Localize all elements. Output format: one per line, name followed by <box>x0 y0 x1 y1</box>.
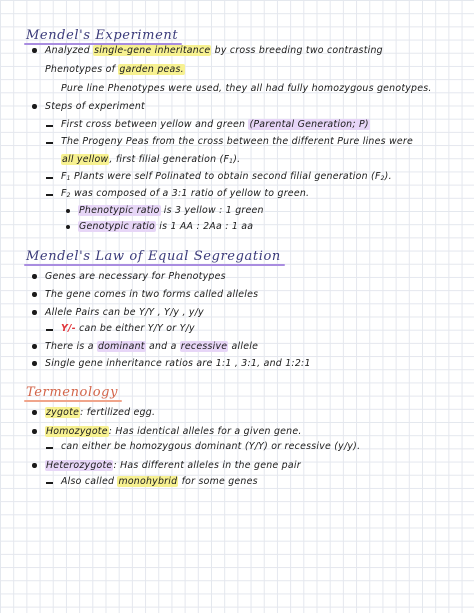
text: Allele Pairs can be Y/Y , Y/y , y/y <box>45 307 204 318</box>
note-line <box>61 153 240 168</box>
text: : Has different alleles in the gene pair <box>113 460 301 471</box>
note-line <box>61 440 360 453</box>
note-line <box>45 357 311 370</box>
note-line <box>45 306 204 319</box>
text: can be either Y/Y or Y/y <box>75 323 195 334</box>
highlight-parental: (Parental Generation; P) <box>249 119 369 130</box>
dash-marker <box>46 177 53 179</box>
bullet-dot <box>32 48 37 53</box>
note-line <box>61 475 258 488</box>
subscript: 2 <box>380 175 385 182</box>
subscript: 1 <box>66 175 71 182</box>
heading-law-of-segregation <box>26 249 281 264</box>
bullet-dot <box>32 310 37 315</box>
text: The gene comes in two forms called alleles <box>45 289 259 300</box>
red-text-y-dash: Y/- <box>61 323 76 334</box>
highlight-garden-peas: garden peas. <box>119 64 184 75</box>
text: , first filial generation (F <box>109 154 230 165</box>
dash-marker <box>46 482 53 484</box>
highlight-dominant: dominant <box>97 341 145 352</box>
dash-marker <box>46 194 53 196</box>
text: Steps of experiment <box>45 101 145 112</box>
bullet-dot <box>32 361 37 366</box>
subscript: 2 <box>66 192 71 199</box>
highlight-recessive: recessive <box>180 341 228 352</box>
bullet-dot <box>32 429 37 434</box>
note-line <box>61 82 432 95</box>
text: ). <box>384 171 392 182</box>
bullet-dot <box>66 209 70 213</box>
bullet-dot <box>32 274 37 279</box>
note-line <box>78 220 253 233</box>
text: Also called <box>61 476 118 487</box>
highlight-phenotypic-ratio: Phenotypic ratio <box>79 205 160 216</box>
text: Phenotypes of <box>45 64 119 75</box>
note-line <box>45 270 226 283</box>
text: The Progeny Peas from the cross between the different Pure lines were <box>61 136 414 147</box>
note-line <box>45 425 302 438</box>
text: : Has identical alleles for a given gene. <box>108 426 302 437</box>
text: was composed of a 3:1 ratio of yellow to green. <box>70 188 310 199</box>
text: : fertilized egg. <box>80 407 156 418</box>
text: is 3 yellow : 1 green <box>160 205 264 216</box>
text: There is a <box>45 341 97 352</box>
dash-marker <box>46 329 53 331</box>
text: by cross breeding two contrasting <box>211 45 383 56</box>
text: can either be homozygous dominant (Y/Y) or recessive (y/y). <box>61 441 361 452</box>
text: for some genes <box>178 476 258 487</box>
note-line <box>45 288 258 301</box>
bullet-dot <box>32 463 37 468</box>
note-line <box>61 135 413 148</box>
dash-marker <box>46 142 53 144</box>
note-line <box>45 44 383 57</box>
bullet-dot <box>32 344 37 349</box>
text: First cross between yellow and green <box>61 119 249 130</box>
highlight-zygote: zygote <box>46 407 80 418</box>
heading-mendels-experiment <box>26 28 178 43</box>
note-line <box>61 322 195 335</box>
note-line <box>45 406 155 419</box>
heading-terminology <box>26 385 118 400</box>
note-line <box>61 187 309 202</box>
highlight-all-yellow: all yellow <box>62 154 109 165</box>
note-line <box>61 118 370 131</box>
highlight-genotypic-ratio: Genotypic ratio <box>79 221 155 232</box>
text: and a <box>145 341 180 352</box>
note-line <box>78 204 264 217</box>
text: allele <box>228 341 259 352</box>
bullet-dot <box>66 225 70 229</box>
text: is 1 AA : 2Aa : 1 aa <box>156 221 254 232</box>
text: Single gene inheritance ratios are 1:1 , 3:1, and 1:2:1 <box>45 358 311 369</box>
note-line <box>45 63 185 76</box>
dash-marker <box>46 447 53 449</box>
note-line <box>61 170 392 185</box>
heading-underline <box>24 400 122 402</box>
text: F <box>61 188 67 199</box>
bullet-dot <box>32 104 37 109</box>
text: F <box>61 171 67 182</box>
dash-marker <box>46 125 53 127</box>
bullet-dot <box>32 292 37 297</box>
heading-text: Termenology <box>26 385 119 400</box>
note-line <box>45 100 145 113</box>
highlight-single-gene: single-gene inheritance <box>94 45 211 56</box>
text: Analyzed <box>45 45 94 56</box>
highlight-homozygote: Homozygote <box>46 426 108 437</box>
subscript: 1 <box>229 158 234 165</box>
highlight-heterozygote: Heterozygote <box>46 460 113 471</box>
bullet-dot <box>32 410 37 415</box>
note-line <box>45 459 301 472</box>
text: Plants were self Polinated to obtain second filial generation (F <box>70 171 381 182</box>
highlight-monohybrid: monohybrid <box>118 476 178 487</box>
text: ). <box>233 154 241 165</box>
heading-underline <box>24 264 285 266</box>
text: Pure line Phenotypes were used, they all had fully homozygous genotypes. <box>61 83 432 94</box>
text: Genes are necessary for Phenotypes <box>45 271 226 282</box>
heading-text: Mendel's Experiment <box>26 28 179 43</box>
heading-text: Mendel's Law of Equal Segregation <box>26 249 281 264</box>
note-line <box>45 340 258 353</box>
